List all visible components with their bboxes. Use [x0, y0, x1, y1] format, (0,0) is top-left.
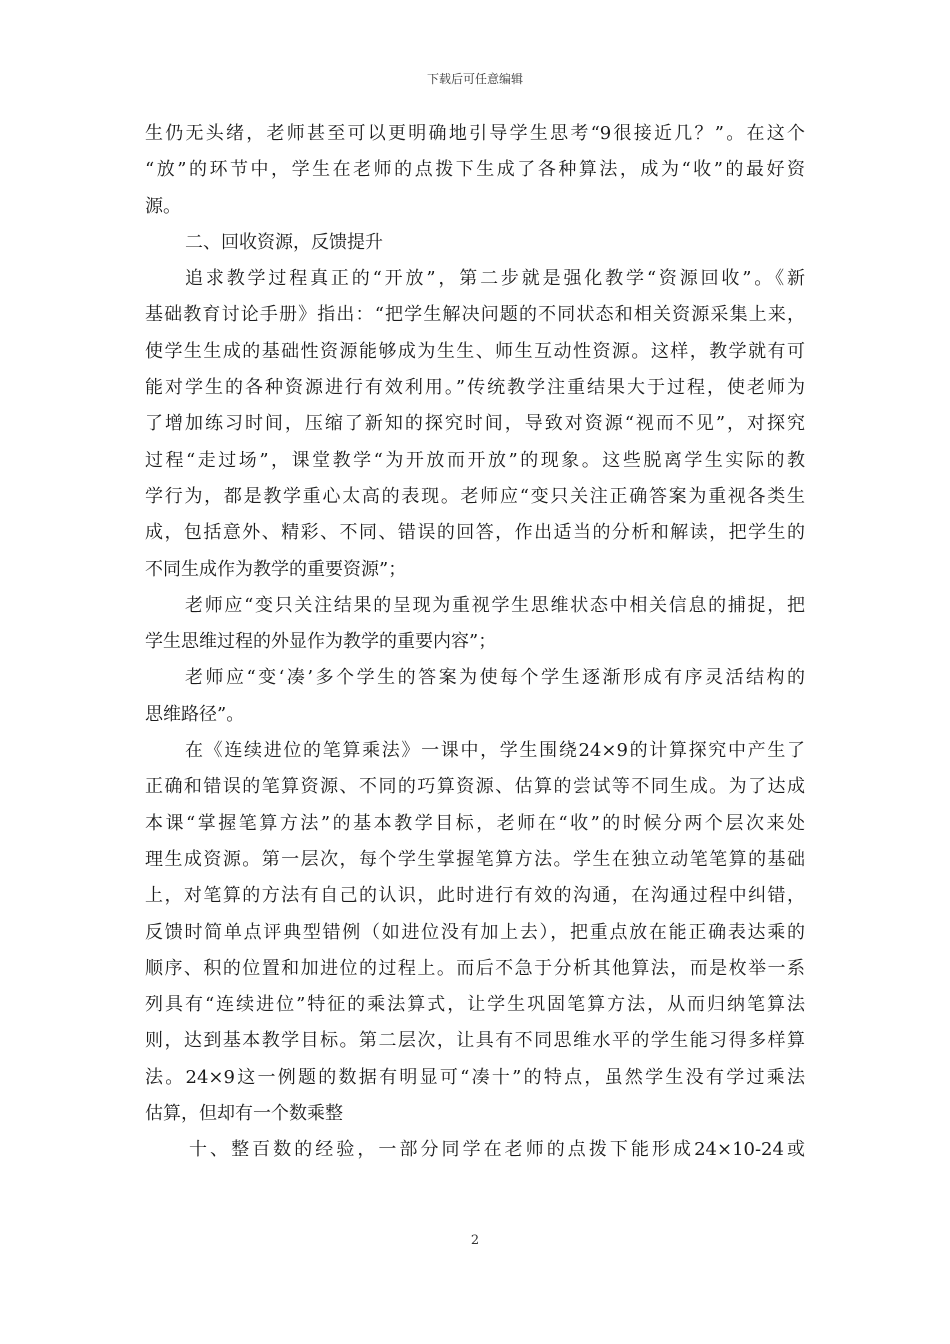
text-line: 估算，但却有一个数乘整 [145, 1103, 343, 1125]
text-line: 则，达到基本教学目标。第二层次，让具有不同思维水平的学生能习得多样算 [145, 1030, 805, 1052]
text-line: 思维路径”。 [145, 703, 245, 725]
text-line: 过程“走过场”，课堂教学“为开放而开放”的现象。这些脱离学生实际的教 [145, 449, 805, 471]
text-line: 老师应“变只关注结果的呈现为重视学生思维状态中相关信息的捕捉，把 [185, 594, 805, 616]
text-line: 老师应“变‘凑’多个学生的答案为使每个学生逐渐形成有序灵活结构的 [185, 667, 805, 689]
text-line: 使学生生成的基础性资源能够成为生生、师生互动性资源。这样，教学就有可 [145, 340, 805, 362]
page-header: 下载后可任意编辑 [426, 72, 523, 86]
text-line: 法。24×9这一例题的数据有明显可“凑十”的特点，虽然学生没有学过乘法 [145, 1066, 805, 1088]
text-line: 本课“掌握笔算方法”的基本教学目标，老师在“收”的时候分两个层次来处 [145, 812, 805, 834]
text-line: 在《连续进位的笔算乘法》一课中，学生围绕24×9的计算探究中产生了 [185, 740, 805, 762]
text-line: 列具有“连续进位”特征的乘法算式，让学生巩固笔算方法，从而归纳笔算法 [145, 994, 805, 1016]
document-body [145, 116, 805, 1169]
text-line: 十、整百数的经验，一部分同学在老师的点拨下能形成24×10-24或 [189, 1139, 805, 1161]
text-line: 能对学生的各种资源进行有效利用。”传统教学注重结果大于过程，使老师为 [145, 377, 805, 399]
text-line: 不同生成作为教学的重要资源”； [145, 558, 407, 580]
text-line: 生仍无头绪，老师甚至可以更明确地引导学生思考“9很接近几？”。在这个 [145, 123, 805, 144]
text-line: 反馈时简单点评典型错例（如进位没有加上去），把重点放在能正确表达乘的 [145, 921, 805, 943]
text-line: 学行为，都是教学重心太高的表现。老师应“变只关注正确答案为重视各类生 [145, 485, 805, 507]
text-line: 基础教育讨论手册》指出：“把学生解决问题的不同状态和相关资源采集上来， [145, 304, 805, 326]
page-number: 2 [470, 1233, 480, 1248]
section-heading: 二、回收资源，反馈提升 [185, 231, 383, 253]
text-line: “放”的环节中，学生在老师的点拨下生成了各种算法，成为“收”的最好资 [145, 159, 805, 181]
text-line: 追求教学过程真正的“开放”，第二步就是强化教学“资源回收”。《新 [185, 268, 805, 290]
text-line: 正确和错误的笔算资源、不同的巧算资源、估算的尝试等不同生成。为了达成 [145, 776, 805, 798]
text-line: 源。 [145, 195, 181, 217]
text-line: 成，包括意外、精彩、不同、错误的回答，作出适当的分析和解读，把学生的 [145, 522, 805, 544]
text-line: 了增加练习时间，压缩了新知的探究时间，导致对资源“视而不见”，对探究 [145, 413, 805, 435]
text-line: 学生思维过程的外显作为教学的重要内容”； [145, 631, 497, 653]
text-line: 理生成资源。第一层次，每个学生掌握笔算方法。学生在独立动笔笔算的基础 [145, 848, 805, 870]
text-line: 顺序、积的位置和加进位的过程上。而后不急于分析其他算法，而是枚举一系 [145, 957, 805, 979]
text-line: 上，对笔算的方法有自己的认识，此时进行有效的沟通，在沟通过程中纠错， [145, 885, 805, 907]
